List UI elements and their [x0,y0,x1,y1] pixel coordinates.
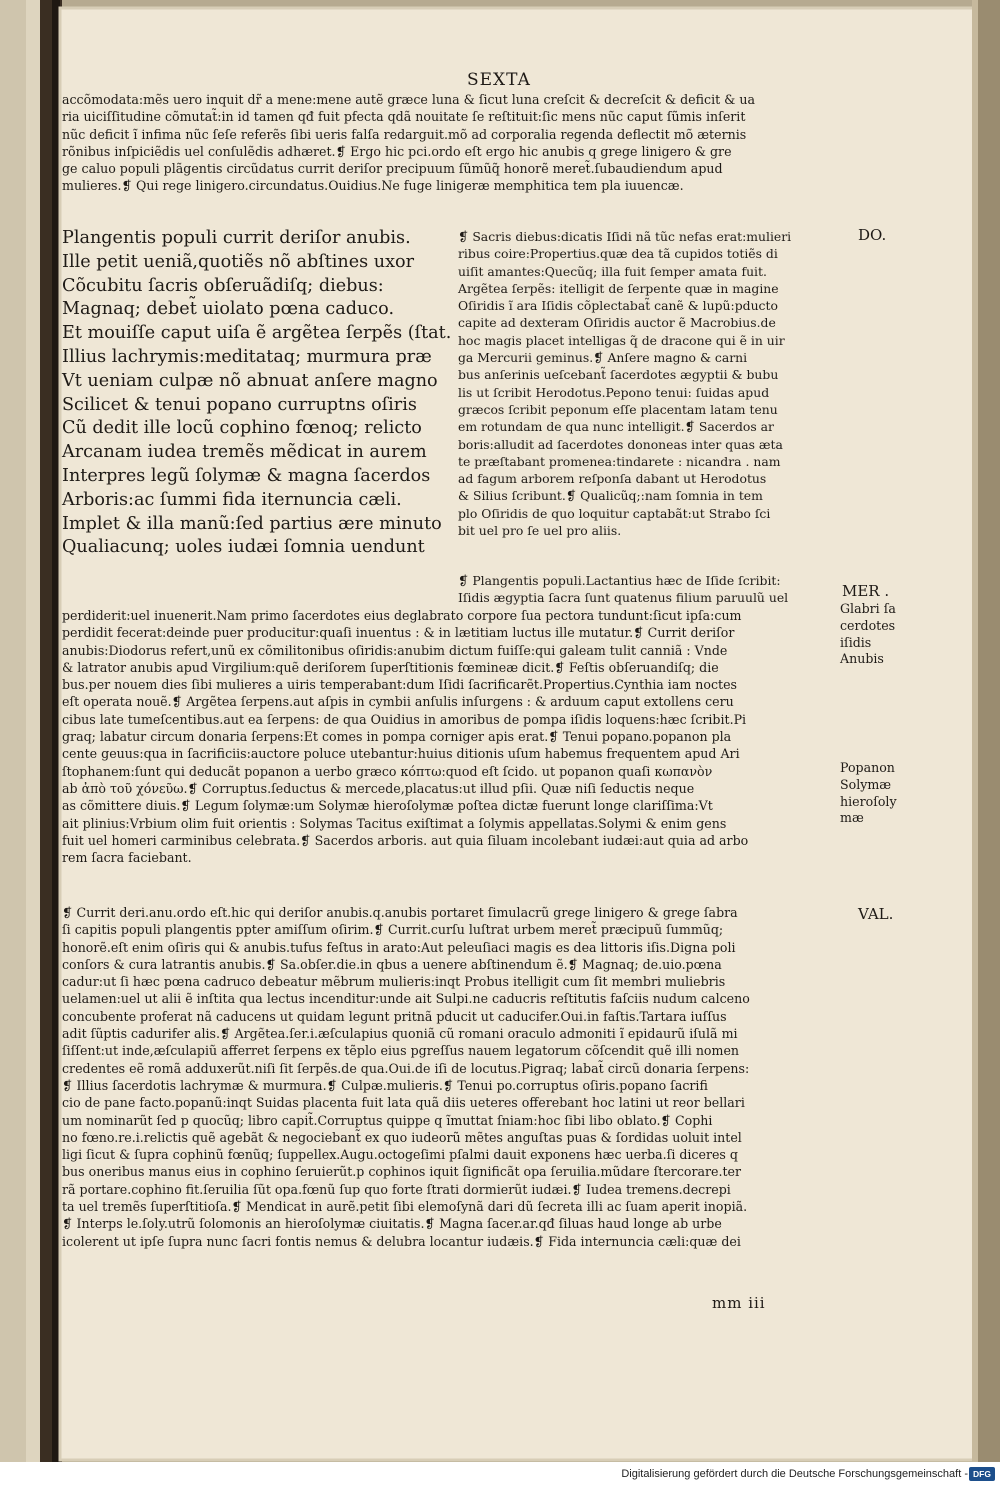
margin-note-line: Anubis [840,651,884,667]
signature-mark: mm iii [712,1294,766,1312]
text-line: ge caluo populi plãgentis circũdatus currit deriſor precipuum ſũmũq̃ honorẽ meret̃.ſubaudiendum apud [62,161,723,177]
text-line: perdidit fecerat:deinde puer producitur:quaſi inuentus : & in lætitiam luctus ille mutatur.❡ Currit deriſor [62,625,735,641]
text-line: cadur:ut ſi hæc pœna cadruco debeatur mẽbrum mulieris:inqt Probus itelligit cum ſit membri muliebris [62,974,726,990]
verse-line: Implet & illa manũ:ſed partius ære minuto [62,513,442,534]
verse-line: Plangentis populi currit deriſor anubis. [62,228,411,248]
main-commentary [62,607,748,866]
text-line: ſtophanem:ſunt qui deducãt popanon a uerbo græco κόπτω:quod eſt ſcido. ut popanon quaſi κωπανὸν [62,763,713,779]
top-commentary [62,91,755,195]
text-line: ad fagum arborem reſponſa dabant ut Herodotus [458,471,767,487]
text-line: mulieres.❡ Qui rege linigero.circundatus.Ouidius.Ne fuge linigeræ memphitica tem pla iuuencæ. [62,178,684,194]
text-line: ❡ Plangentis populi.Lactantius hæc de Iſide ſcribit: [458,573,781,588]
margin-note-line: hieroſoly [840,793,897,809]
text-line: perdiderit:uel inuenerit.Nam primo ſacerdotes eius deglabrato corpore ſua pectora tundunt:ſicut ipſa:cum [62,608,742,623]
text-line: graq; labatur circum donaria ſerpens:Et comes in pompa corniger apis erat.❡ Tenui popano.popanon pla [62,729,732,745]
text-line: ria uiciſſitudine cõmutat̃:in id tamen qđ fuit pfecta qdã nouitate ſe reſtituit:ſic mens nũc caput ſũmis inſerit [62,109,746,125]
text-line: adit ſũptis cadurifer alis.❡ Argẽtea.ſer.i.æſculapius quoniã cũ romani oraculo admoniti ĩ epidaurũ iſulã mi [62,1026,738,1042]
text-line: Argẽtea ſerpẽs: itelligit de ſerpente quæ in magine [458,280,779,296]
text-line: ſiſſent:ut inde,æſculapiũ afferret ſerpens ex tẽplo eius pgreſſus nauem legatorum cõſcendit quẽ illi nomen [62,1043,740,1059]
text-line: ❡ Sacris diebus:dicatis Iſidi nã tũc nefas erat:mulieri [458,229,792,244]
margin-label-do: DO. [858,226,887,244]
text-line: bus anſerinis ueſcebant̃ ſacerdotes ægyptii & bubu [458,367,779,383]
verse-line: Ille petit ueniã,quotiẽs nõ abſtines uxor [62,251,415,272]
text-line: um nominarũt ſed p quocũq; libro capit̃.Corruptus quippe q ĩmuttat ſniam:hoc ſibi libo oblato.❡ Cophi [62,1112,713,1128]
running-title: SEXTA [467,70,531,90]
digitization-credit: Digitalisierung gefördert durch die Deutsche Forschungsgemeinschaft - [621,1468,968,1480]
margin-note-line: Glabri ſa [840,601,896,616]
text-line: fuit uel homeri carminibus celebrata.❡ Sacerdos arboris. aut quia ſiluam incolebant iudæi:aut quia ad arbo [62,832,749,848]
text-line: ligi ſicut & ſupra cophinũ fœnũq; ſuppellex.Augu.octogeſimi pſalmi dauit exponens hæc uerba.ſi diceres q [62,1147,738,1163]
verse-line: Cũ dedit ille locũ cophino fœnoq; relicto [62,418,422,439]
margin-notes-glabri [840,601,896,668]
text-line: plo Oſiridis de quo loquitur captabãt:ut Strabo ſci [458,505,771,521]
verse-block [62,227,451,560]
margin-note-line: cerdotes [840,617,896,633]
margin-notes-popanon [840,760,897,827]
text-line: uelamen:uel ut alii ẽ inſtita qua lectus incenditur:unde ait Sulpi.ne caducris reſtitutis faſciis nudum calceno [62,991,750,1007]
text-line: rem ſacra faciebant. [62,850,192,866]
text-line: Oſiridis ĩ ara Iſidis cõplectabat̃ canẽ & lupũ:pducto [458,298,778,314]
margin-note-line: Popanon [840,760,895,775]
verse-line: Arboris:ac ſummi fida iternuncia cæli. [62,489,402,510]
text-line: Iſidis ægyptia ſacra ſunt quatenus filium paruulũ uel [458,590,789,606]
text-line: em rotundam de qua nunc intelligit.❡ Sacerdos ar [458,419,774,435]
text-line: & Silius ſcribunt.❡ Qualicũq;:nam ſomnia in tem [458,488,763,504]
text-line: cio de pane facto.popanũ:inqt Suidas placenta fuit lata quã diis ueteres offerebant hoc latini ut reor bellari [62,1095,745,1111]
text-line: ſi capitis populi plangentis ppter amiſſum oſirim.❡ Currit.curſu luſtrat urbem meret̃ præcipuũ ſummũq; [62,922,724,938]
page-right-edge [976,0,1000,1462]
text-line: icolerent ut ipſe ſupra nunc ſacri fontis nemus & delubra locantur iudæis.❡ Fida internuncia cæli:quæ dei [62,1233,741,1249]
plangentis-commentary [458,572,788,607]
text-line: cente geuus:qua in ſacrificiis:auctore poluce utebantur:huius ditionis uſum habemus frequentem apud Ari [62,746,740,762]
text-line: as cõmittere diuis.❡ Legum ſolymæ:um Solymæ hieroſolymæ poſtea dictæ fuerunt longe clariſſima:Vt [62,798,713,814]
side-commentary [458,228,791,539]
text-line: capite ad dexteram Oſiridis auctor ẽ Macrobius.de [458,315,776,331]
text-line: uiſit amantes:Quecũq; illa fuit ſemper amata fuit. [458,263,767,279]
text-line: credentes eẽ romã adduxerũt.niſi ſit ſerpẽs.de qua.Oui.de iſi de locutus.Pigraq; labat̃ circũ donaria ſerpens: [62,1060,750,1076]
text-line: concubente proferat nã caducens ut quidam legunt pritnã pducit ut caducifer.Oui.in faſtis.Tartara iuſſus [62,1008,727,1024]
verse-line: Qualiacunq; uoles iudæi ſomnia uendunt [62,537,425,558]
verse-line: Scilicet & tenui popano curruptns oſiris [62,394,417,415]
text-line: accõmodata:mẽs uero inquit dr̃ a mene:mene autẽ græce luna & ſicut luna creſcit & decreſcit & deficit & ua [62,92,756,107]
text-line: ❡ Interps le.ſoly.utrũ ſolomonis an hieroſolymæ ciuitatis.❡ Magna ſacer.ar.qđ ſiluas haud longe ab urbe [62,1216,722,1232]
text-line: conſors & cura latrantis anubis.❡ Sa.obſer.die.in qbus a uenere abſtinendum ẽ.❡ Magnaq; de.uio.pœna [62,956,722,972]
text-line: ribus coire:Propertius.quæ dea tã cupidos totiẽs di [458,246,778,262]
text-line: bus.per nouem dies ſibi mulieres a uiris temperabant:dum Iſidi ſacrificarẽt.Propertius.Cynthia iam noctes [62,677,738,693]
text-line: honorẽ.eſt enim oſiris qui & anubis.tufus feſtus in arato:Aut peleuſiaci magis es dea littoris iſis.Digna poli [62,939,736,955]
text-line: anubis:Diodorus refert,unũ ex cõmilitonibus oſiridis:anubim dictum fuiſſe:qui galeam tulit canniã : Vnde [62,642,728,658]
verse-line: Magnaq; debet̃ uiolato pœna caduco. [62,299,395,320]
text-line: bit uel pro ſe uel pro aliis. [458,523,622,539]
text-line: ab ἀπὸ τοῦ χόνεῦω.❡ Corruptus.ſeductus & mercede,placatus:ut illud pſii. Quæ niſi ſeductis neque [62,780,695,796]
text-line: & latrator anubis apud Virgilium:quẽ deriſorem ſuperſtitionis fœmineæ dicit.❡ Feſtis obſeruandiſq; die [62,659,719,675]
text-line: ait plinius:Vrbium olim fuit orientis : Solymas Tacitus exiſtimat a ſolymis appellatas.Solymi & enim gens [62,815,727,831]
margin-note-line: Solymæ [840,776,892,792]
text-line: hoc magis placet intelligas q̃ de dracone qui ẽ in uir [458,332,785,348]
lower-commentary [62,904,750,1250]
margin-note-line: mæ [840,810,864,826]
verse-line: Arcanam iudea tremẽs mẽdicat in aurem [62,442,427,463]
verse-line: Interpres legũ ſolymæ & magna ſacerdos [62,465,431,486]
text-line: ta uel tremẽs ſuperſtitioſa.❡ Mendicat in aurẽ.petit ſibi elemoſynã dari dũ ſecreta illi ac ſuam aperit inopiã. [62,1199,748,1215]
verse-line: Vt ueniam culpæ nõ abnuat anſere magno [62,370,438,391]
dfg-logo: DFG [969,1467,995,1481]
text-line: ❡ Currit deri.anu.ordo eſt.hic qui deriſor anubis.q.anubis portaret ſimulacrũ grege linigero & grege ſabra [62,905,738,920]
text-line: cibus late tumeſcentibus.aut ea ſerpens: de qua Ouidius in amoribus de pompa iſidis loquens:hæc ſcribit.Pi [62,711,747,727]
margin-label-val: VAL. [858,905,894,923]
text-line: ga Mercurii geminus.❡ Anſere magno & carni [458,350,748,366]
margin-label-mer: MER . [842,582,890,600]
text-line: boris:alludit ad ſacerdotes dononeas inter quas æta [458,436,783,452]
verse-line: Illius lachrymis:meditataq; murmura præ [62,346,432,367]
text-line: eſt operata nouẽ.❡ Argẽtea ſerpens.aut aſpis in cymbii anſulis inſurgens : & arduum caput extollens ceru [62,694,734,710]
text-line: rõnibus inſpiciẽdis uel conſulẽdis adhæret.❡ Ergo hic pci.ordo eſt ergo hic anubis q grege linigero & gre [62,143,732,159]
text-line: bus oneribus manus eius in cophino ſeruierũt.p cophinos iquit ſignificãt opa ſeruilia.mũdare ſtercorare.ter [62,1164,741,1180]
text-line: rã portare.cophino fit.ſeruilia ſũt opa.fœnũ ſup quo forte ſtrati dormierũt iudæi.❡ Iudea tremens.decrepi [62,1181,731,1197]
margin-note-line: iſidis [840,634,872,650]
text-line: no fœno.re.i.relictis quẽ agebãt & negociebant̃ ex quo iudeorũ mẽtes anguſtas puas & ſordidas uoluit intel [62,1129,742,1145]
text-line: nũc deficit ĩ infima nũc ſeſe referẽs ſibi ueris falſa redarguit.mõ ad corporalia regenda deflectit mõ æternis [62,126,747,142]
verse-line: Et mouiſſe caput uiſa ẽ argẽtea ſerpẽs (ſtat. [62,323,452,344]
text-line: ❡ Illius ſacerdotis lachrymæ & murmura.❡ Culpæ.mulieris.❡ Tenui po.corruptus oſiris.popano ſacrifi [62,1077,708,1093]
verse-line: Cõcubitu ſacris obſeruãdiſq; diebus: [62,275,384,296]
text-line: te præſtabant promenea:tindarete : nicandra . nam [458,453,781,469]
text-line: lis ut ſcribit Herodotus.Pepono tenui: ſuidas apud [458,384,770,400]
text-line: græcos ſcribit peponum eſſe placentam latam tenu [458,401,778,417]
